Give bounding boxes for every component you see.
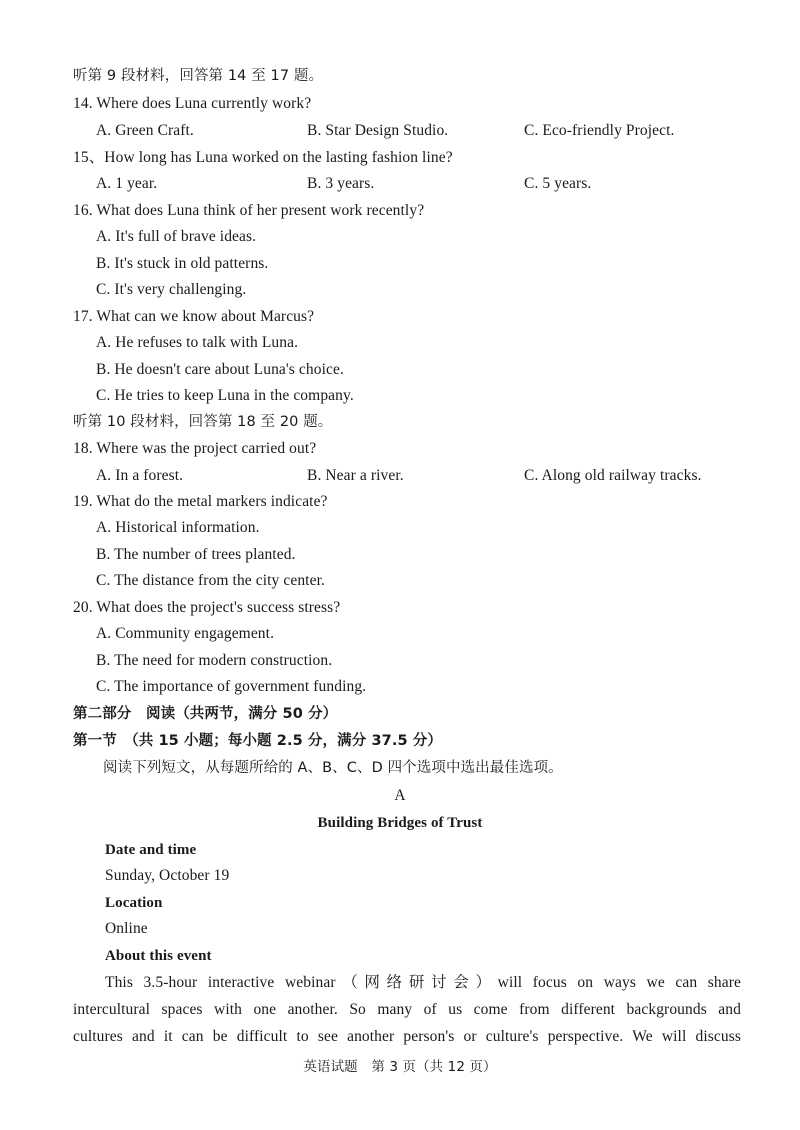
question-17-option-c: C. He tries to keep Luna in the company. <box>96 387 354 404</box>
listening-intro-10: 听第 10 段材料，回答第 18 至 20 题。 <box>73 414 333 430</box>
question-17-stem: 17. What can we know about Marcus? <box>73 308 315 325</box>
question-18-stem: 18. Where was the project carried out? <box>73 440 317 457</box>
question-14-option-a: A. Green Craft. <box>96 122 194 139</box>
question-14-stem: 14. Where does Luna currently work? <box>73 95 312 112</box>
question-20-option-b: B. The need for modern construction. <box>96 652 333 669</box>
question-17-option-b: B. He doesn't care about Luna's choice. <box>96 361 344 378</box>
question-19-stem: 19. What do the metal markers indicate? <box>73 493 328 510</box>
passage-line-2: intercultural spaces with one another. So many of us come from different backgrounds and <box>73 1001 741 1018</box>
about-label: About this event <box>105 948 212 964</box>
passage-line-1: This 3.5-hour interactive webinar（网络研讨会）will focus on ways we can share <box>105 974 741 991</box>
question-14-option-b: B. Star Design Studio. <box>307 122 449 139</box>
location-value: Online <box>105 920 148 937</box>
part-two-heading: 第二部分 阅读（共两节，满分 50 分） <box>73 706 338 722</box>
location-label: Location <box>105 895 163 911</box>
date-label: Date and time <box>105 842 197 858</box>
question-19-option-c: C. The distance from the city center. <box>96 572 325 589</box>
question-15-stem: 15、How long has Luna worked on the lasting fashion line? <box>73 149 453 166</box>
question-16-stem: 16. What does Luna think of her present work recently? <box>73 202 425 219</box>
question-18-option-a: A. In a forest. <box>96 467 184 484</box>
question-16-option-c: C. It's very challenging. <box>96 281 247 298</box>
question-15-option-a: A. 1 year. <box>96 175 158 192</box>
passage-title: Building Bridges of Trust <box>317 815 483 831</box>
question-19-option-b: B. The number of trees planted. <box>96 546 296 563</box>
question-15-option-c: C. 5 years. <box>524 175 592 192</box>
question-20-option-a: A. Community engagement. <box>96 625 275 642</box>
question-16-option-b: B. It's stuck in old patterns. <box>96 255 269 272</box>
question-18-option-c: C. Along old railway tracks. <box>524 467 702 484</box>
passage-letter: A <box>394 787 406 804</box>
section-one-heading: 第一节 （共 15 小题；每小题 2.5 分，满分 37.5 分） <box>73 733 442 749</box>
reading-instruction: 阅读下列短文，从每题所给的 A、B、C、D 四个选项中选出最佳选项。 <box>103 760 563 776</box>
question-16-option-a: A. It's full of brave ideas. <box>96 228 257 245</box>
question-20-stem: 20. What does the project's success stress? <box>73 599 341 616</box>
question-14-option-c: C. Eco-friendly Project. <box>524 122 675 139</box>
question-19-option-a: A. Historical information. <box>96 519 260 536</box>
question-17-option-a: A. He refuses to talk with Luna. <box>96 334 299 351</box>
question-18-option-b: B. Near a river. <box>307 467 404 484</box>
question-15-option-b: B. 3 years. <box>307 175 375 192</box>
question-20-option-c: C. The importance of government funding. <box>96 678 367 695</box>
passage-line-3: cultures and it can be difficult to see another person's or culture's perspective. We will discuss <box>73 1028 741 1045</box>
page-footer: 英语试题 第 3 页（共 12 页） <box>303 1059 497 1075</box>
listening-intro-9: 听第 9 段材料，回答第 14 至 17 题。 <box>73 68 324 84</box>
date-value: Sunday, October 19 <box>105 867 230 884</box>
